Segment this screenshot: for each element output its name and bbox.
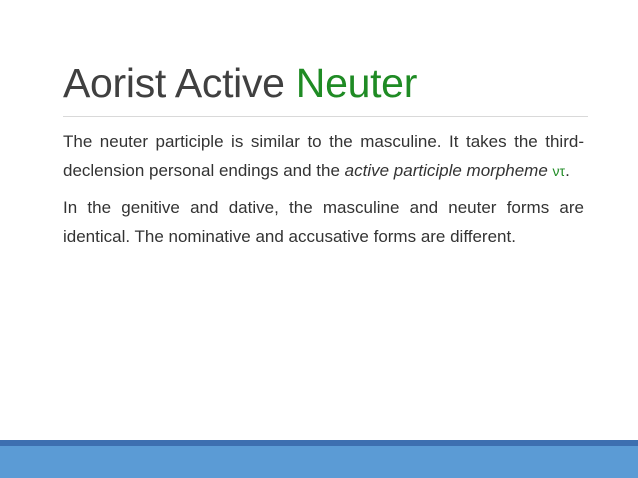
slide-body [63, 128, 584, 260]
title-main: Aorist Active [63, 60, 285, 106]
paragraph1-text: The neuter participle is similar to the masculine. It takes the third-declension personal endings and the [63, 132, 584, 180]
greek-morpheme: ντ [552, 162, 566, 179]
italic-phrase: active participle morpheme [344, 160, 548, 180]
slide-title [63, 60, 417, 107]
title-accent: Neuter [295, 60, 418, 106]
paragraph-participle [63, 128, 584, 185]
footer-band [0, 446, 638, 478]
paragraph-cases: In the genitive and dative, the masculine and neuter forms are identical. The nominative and accusative forms are different. [63, 198, 584, 246]
title-divider [63, 116, 588, 117]
paragraph1-end: . [565, 160, 570, 180]
